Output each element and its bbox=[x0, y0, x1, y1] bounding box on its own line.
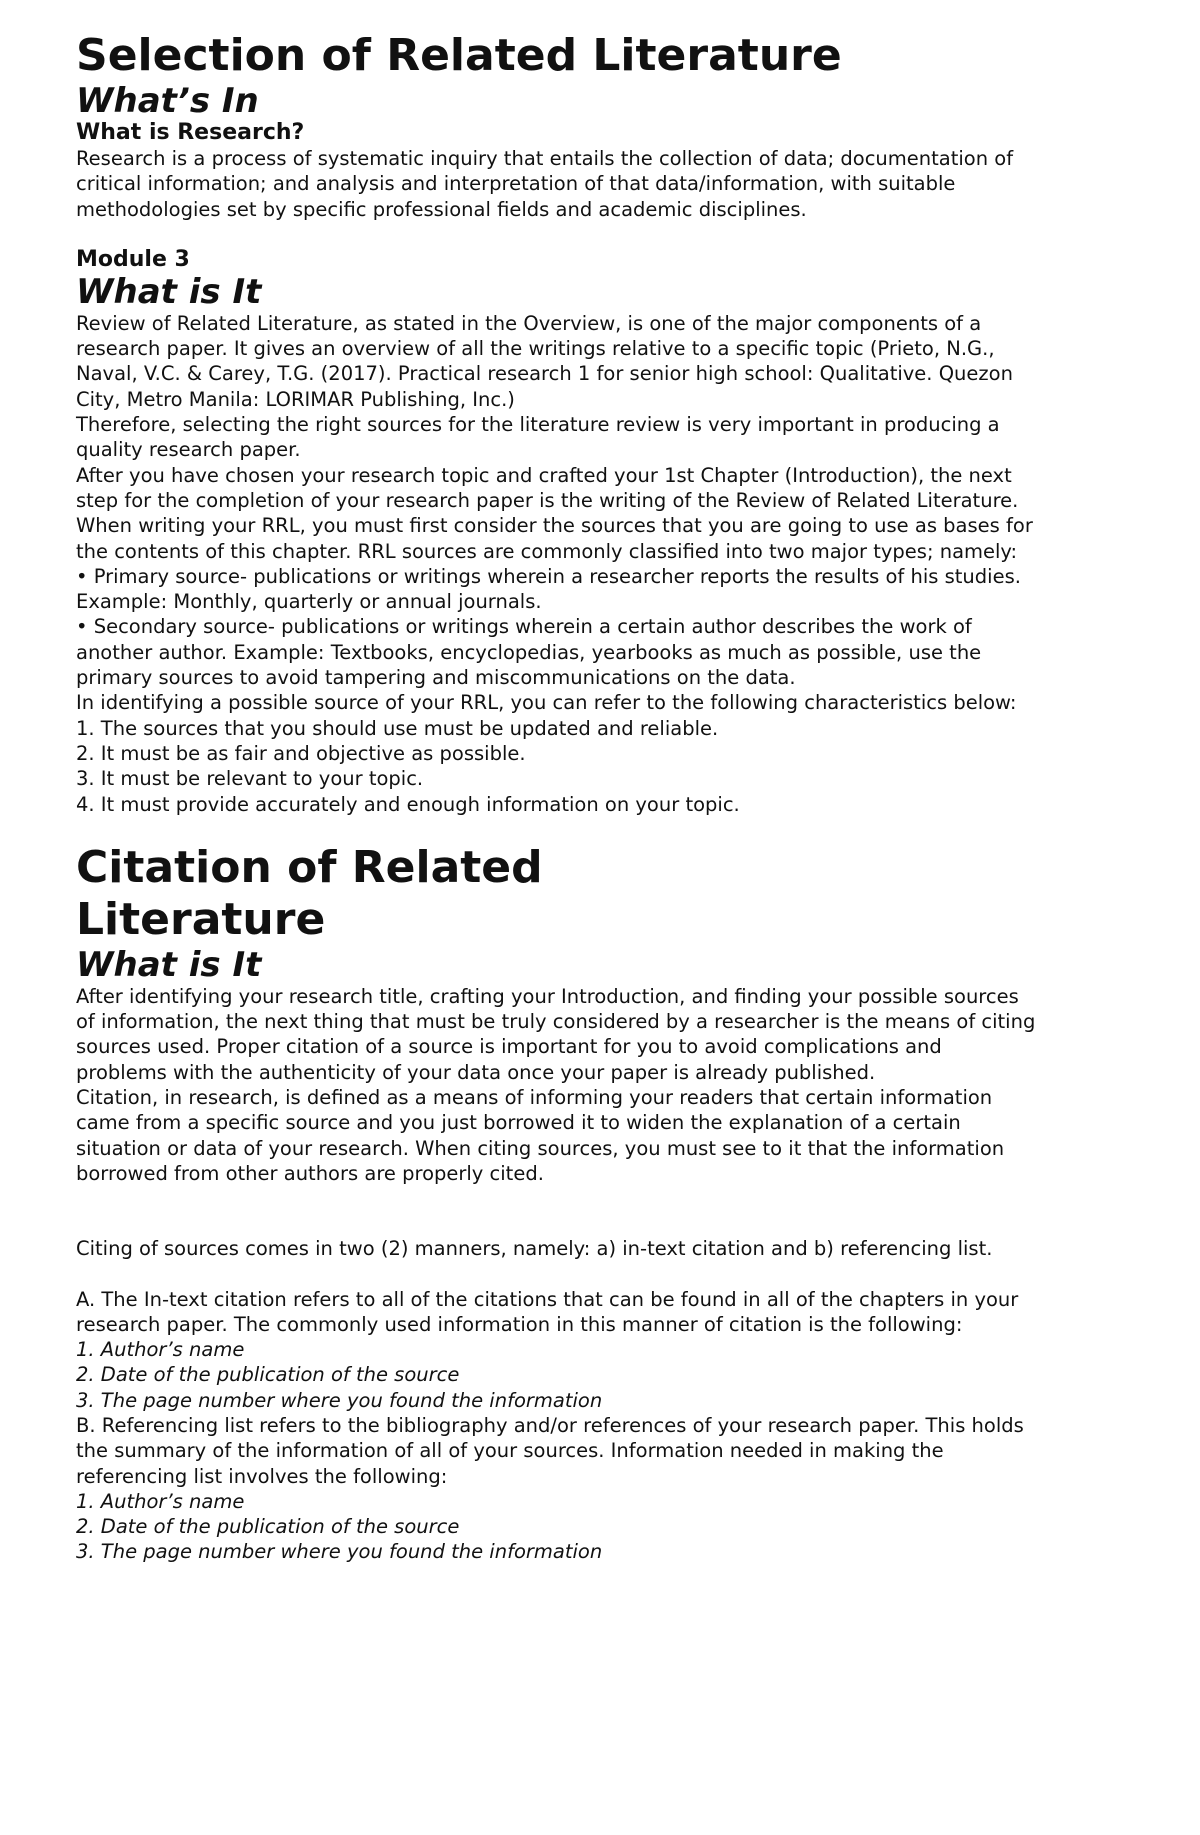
characteristic-item: 2. It must be as fair and objective as possible. bbox=[76, 741, 526, 765]
section-title-selection: Selection of Related Literature bbox=[76, 30, 842, 81]
what-is-it-heading-2: What is It bbox=[76, 944, 262, 985]
characteristic-item: 4. It must provide accurately and enough information on your topic. bbox=[76, 792, 740, 816]
section-title-citation: Citation of Related Literature bbox=[76, 841, 543, 945]
citation-definition-paragraph: Citation, in research, is defined as a means of informing your readers that certain information came from a specific source and you just borrowed it to widen the explanation of a certain situation or data of your research. When citing sources, you must see to it that the information borrowed from other authors are properly cited. bbox=[76, 1086, 1005, 1185]
what-is-it-heading: What is It bbox=[76, 271, 262, 312]
in-text-citation-paragraph: A. The In-text citation refers to all of the citations that can be found in all of the chapters in your research paper. The commonly used information in this manner of citation is the following: bbox=[76, 1287, 1019, 1336]
document-page bbox=[76, 30, 1106, 1565]
next-step-paragraph: After you have chosen your research topic and crafted your 1st Chapter (Introduction), the next step for the completion of your research paper is the writing of the Review of Related Literature. When writing your RRL, you must first consider the sources that you are going to use as bases for the contents of this chapter. RRL sources are commonly classified into two major types; namely: bbox=[76, 463, 1033, 563]
research-definition-paragraph: Research is a process of systematic inquiry that entails the collection of data; documentation of critical information; and analysis and interpretation of that data/information, with suitable methodologies set by specific professional fields and academic disciplines. bbox=[76, 147, 1014, 221]
citing-manners-paragraph: Citing of sources comes in two (2) manners, namely: a) in-text citation and b) referencing list. bbox=[76, 1237, 993, 1261]
referencing-list-item: 2. Date of the publication of the source bbox=[76, 1515, 460, 1539]
secondary-source-bullet: • Secondary source- publications or writings wherein a certain author describes the work of another author. Example: Textbooks, encyclopedias, yearbooks as much as possible, use the primary sources to avoid tampering and miscommunications on the data. bbox=[76, 615, 982, 690]
in-text-list-item: 2. Date of the publication of the source bbox=[76, 1363, 460, 1387]
citing-intro-paragraph: After identifying your research title, crafting your Introduction, and finding your possible sources of information, the next thing that must be truly considered by a researcher is the means of citing sources used. Proper citation of a source is important for you to avoid complications and problems with the authenticity of your data once your paper is already published. bbox=[76, 984, 1036, 1084]
module-label: Module 3 bbox=[76, 246, 190, 272]
whats-in-heading: What’s In bbox=[76, 81, 259, 121]
rrl-overview-paragraph: Review of Related Literature, as stated in the Overview, is one of the major components of a research paper. It gives an overview of all the writings relative to a specific topic (Prieto, N.G., Naval, V.C. & Carey, T.G. (2017). Practical research 1 for senior high school: Qualitative. Quezon City, Metro Manila: LORIMAR Publishing, Inc.) bbox=[76, 311, 1013, 411]
characteristic-item: 3. It must be relevant to your topic. bbox=[76, 767, 424, 791]
characteristic-item: 1. The sources that you should use must be updated and reliable. bbox=[76, 716, 719, 740]
what-is-research-heading: What is Research? bbox=[76, 120, 305, 145]
referencing-list-item: 3. The page number where you found the information bbox=[76, 1540, 603, 1564]
referencing-list-paragraph: B. Referencing list refers to the bibliography and/or references of your research paper. This holds the summary of the information of all of your sources. Information needed in making the referencing list involves the following: bbox=[76, 1413, 1024, 1488]
in-text-list-item: 1. Author’s name bbox=[76, 1338, 245, 1362]
selecting-sources-paragraph: Therefore, selecting the right sources for the literature review is very important in producing a quality research paper. bbox=[76, 413, 1000, 462]
in-text-list-item: 3. The page number where you found the information bbox=[76, 1388, 603, 1412]
primary-source-bullet: • Primary source- publications or writings wherein a researcher reports the results of his studies. Example: Monthly, quarterly or annual journals. bbox=[76, 564, 1021, 614]
referencing-list-item: 1. Author’s name bbox=[76, 1489, 245, 1513]
identifying-source-paragraph: In identifying a possible source of your RRL, you can refer to the following characteristics below: bbox=[76, 691, 1017, 715]
